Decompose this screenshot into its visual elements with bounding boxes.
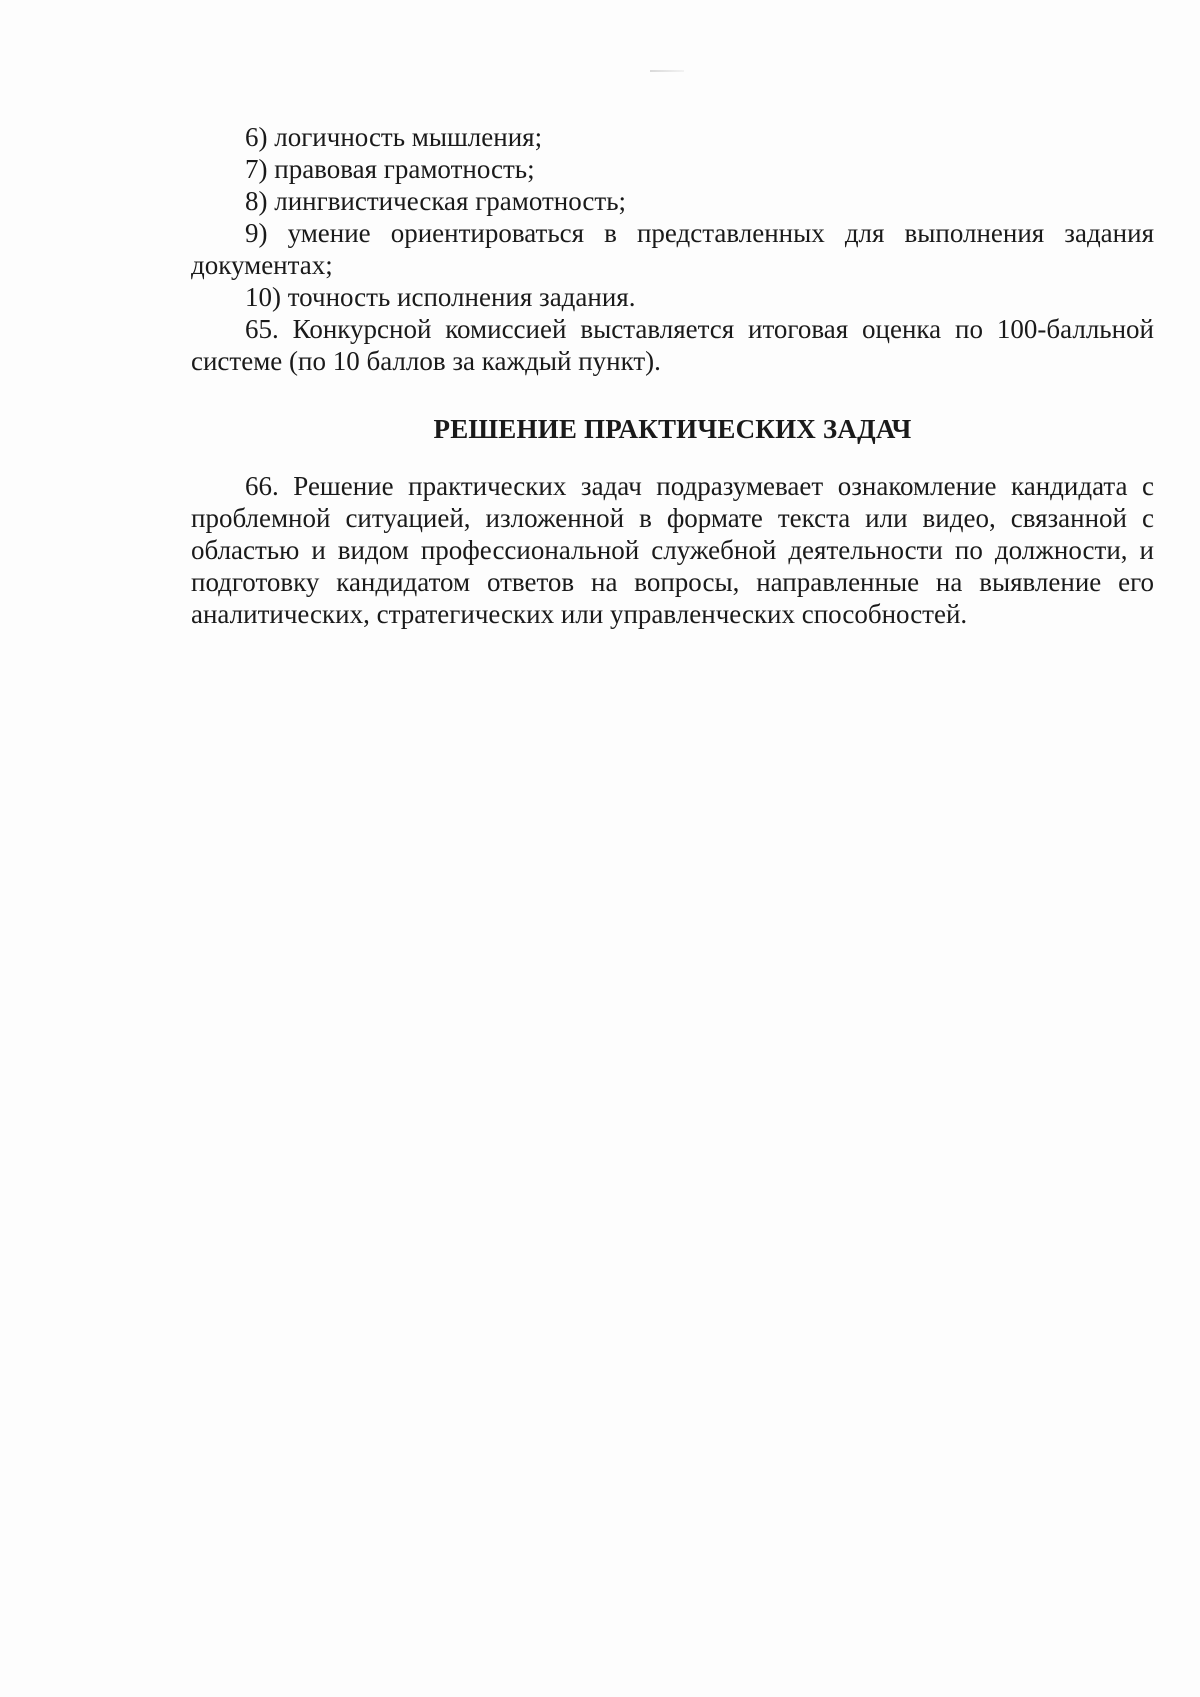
scan-artifact xyxy=(650,70,684,72)
list-item-7: 7) правовая грамотность; xyxy=(245,154,535,184)
document-body xyxy=(191,121,1154,630)
list-item-6: 6) логичность мышления; xyxy=(245,122,543,152)
list-item-10: 10) точность исполнения задания. xyxy=(245,282,636,312)
list-item-8: 8) лингвистическая грамотность; xyxy=(245,186,627,216)
section-heading: РЕШЕНИЕ ПРАКТИЧЕСКИХ ЗАДАЧ xyxy=(433,414,912,444)
paragraph-65: 65. Конкурсной комиссией выставляется итоговая оценка по 100-балльной системе (по 10 баллов за каждый пункт). xyxy=(191,314,1154,376)
paragraph-66: 66. Решение практических задач подразумевает ознакомление кандидата с проблемной ситуацией, изложенной в формате текста или видео, связанной с областью и видом профессиональной служебной деятельности по должности, и подготовку кандидатом ответов на вопросы, направленные на выявление его аналитических, стратегических или управленческих способностей. xyxy=(191,471,1154,629)
list-item-9: 9) умение ориентироваться в представленных для выполнения задания документах; xyxy=(191,218,1154,280)
